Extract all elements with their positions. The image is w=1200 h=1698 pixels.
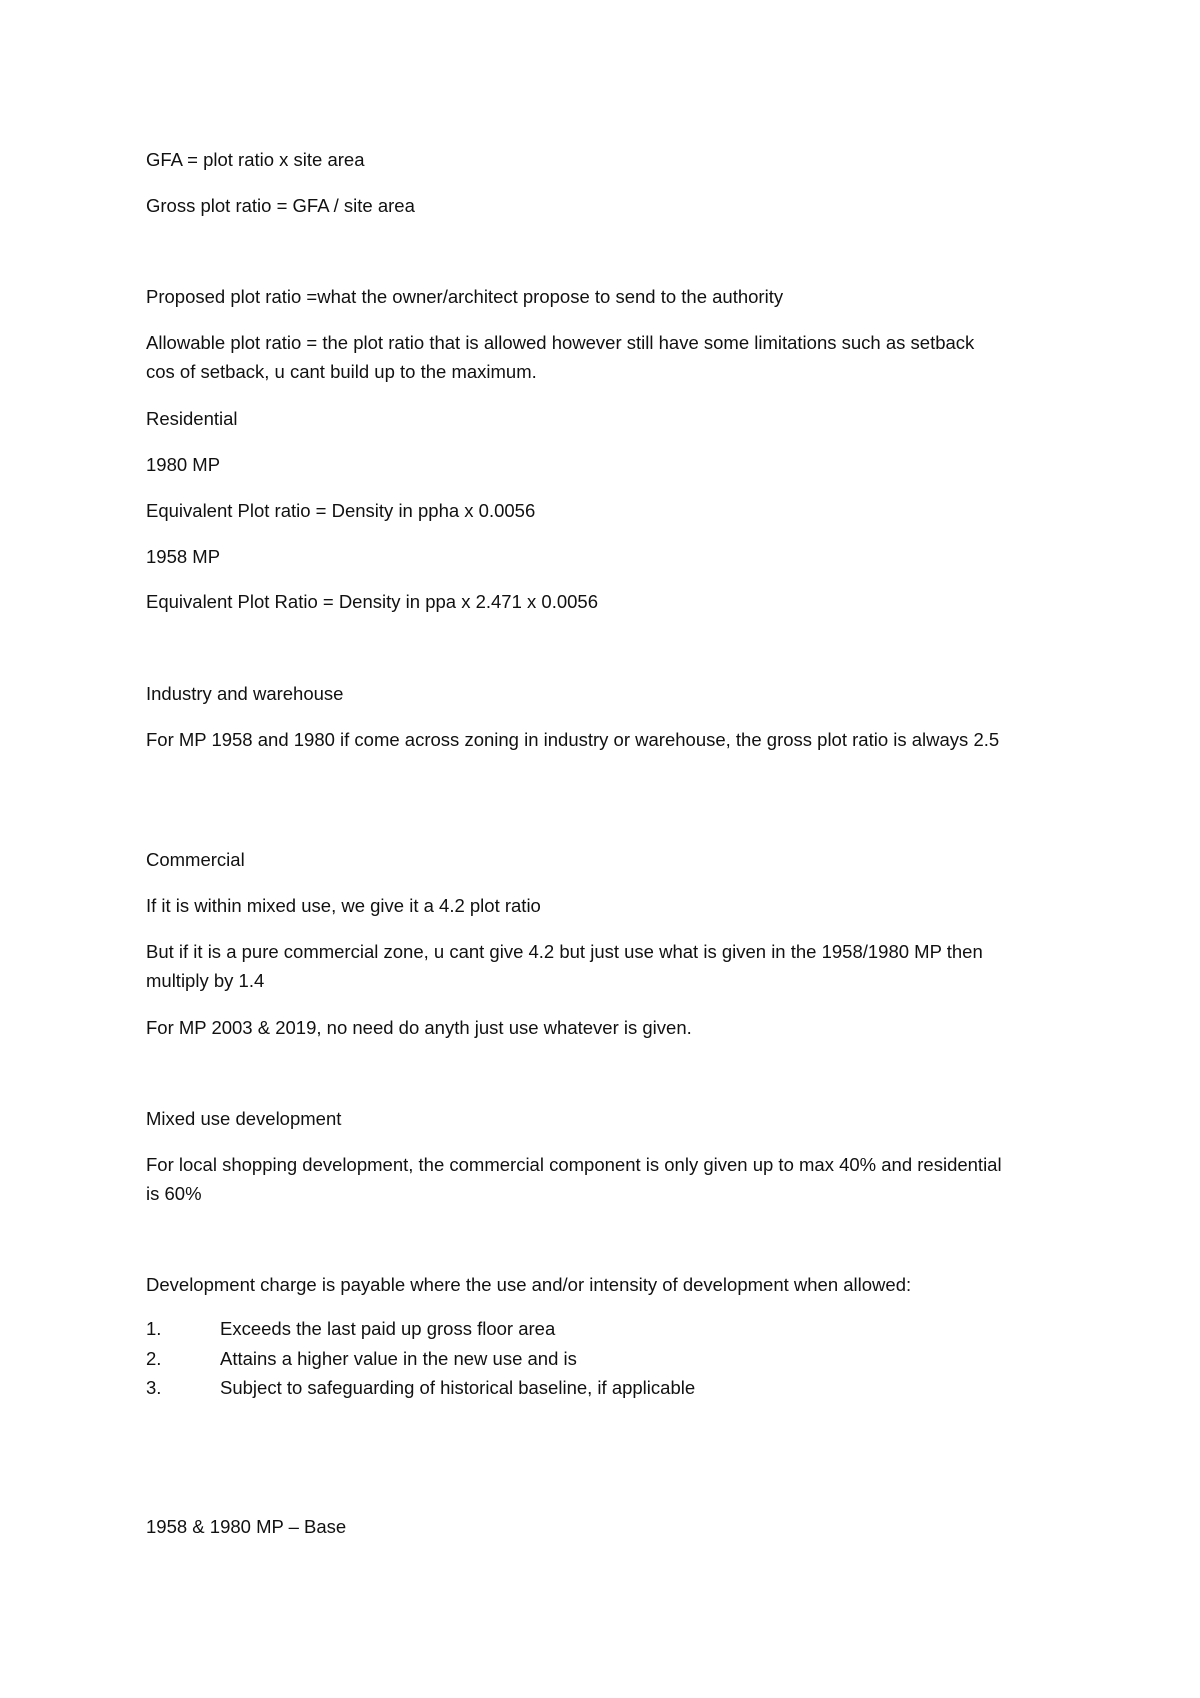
mixed-use-paragraph: For local shopping development, the commercial component is only given up to max 40% and residential is 60% bbox=[146, 1154, 1002, 1204]
commercial-mp-2003-line: For MP 2003 & 2019, no need do anyth just use whatever is given. bbox=[146, 1017, 692, 1038]
equivalent-plot-ratio-1980: Equivalent Plot ratio = Density in ppha x 0.0056 bbox=[146, 500, 536, 521]
list-item-text: Attains a higher value in the new use and is bbox=[220, 1347, 577, 1369]
mp-1958-label: 1958 MP bbox=[146, 546, 221, 567]
gross-plot-ratio-line: Gross plot ratio = GFA / site area bbox=[146, 195, 415, 216]
list-item-text: Exceeds the last paid up gross floor area bbox=[220, 1318, 556, 1339]
base-line: 1958 & 1980 MP – Base bbox=[146, 1516, 347, 1537]
list-item-number: 3. bbox=[146, 1377, 162, 1398]
commercial-mixed-use-line: If it is within mixed use, we give it a 4.2 plot ratio bbox=[146, 895, 541, 916]
allowable-plot-ratio-paragraph: Allowable plot ratio = the plot ratio that is allowed however still have some limitations such as setback cos of setback, u cant build up to the maximum. bbox=[146, 332, 975, 382]
gfa-formula-line: GFA = plot ratio x site area bbox=[146, 149, 365, 170]
development-charge-list bbox=[146, 1314, 695, 1403]
list-item-text: Subject to safeguarding of historical baseline, if applicable bbox=[220, 1377, 696, 1398]
industry-heading: Industry and warehouse bbox=[146, 683, 344, 704]
commercial-heading: Commercial bbox=[146, 849, 245, 870]
mixed-use-heading: Mixed use development bbox=[146, 1108, 342, 1129]
residential-heading: Residential bbox=[146, 408, 238, 429]
list-item bbox=[146, 1344, 695, 1374]
development-charge-intro: Development charge is payable where the use and/or intensity of development when allowed: bbox=[146, 1274, 912, 1295]
commercial-pure-zone-paragraph: But if it is a pure commercial zone, u cant give 4.2 but just use what is given in the 1958/1980 MP then multiply by 1.4 bbox=[146, 941, 983, 991]
industry-paragraph: For MP 1958 and 1980 if come across zoning in industry or warehouse, the gross plot ratio is always 2.5 bbox=[146, 729, 1000, 750]
equivalent-plot-ratio-1958: Equivalent Plot Ratio = Density in ppa x 2.471 x 0.0056 bbox=[146, 591, 598, 612]
proposed-plot-ratio-line: Proposed plot ratio =what the owner/architect propose to send to the authority bbox=[146, 286, 784, 307]
list-item bbox=[146, 1314, 695, 1344]
mp-1980-label: 1980 MP bbox=[146, 454, 221, 475]
list-item bbox=[146, 1373, 695, 1403]
list-item-number: 1. bbox=[146, 1318, 162, 1339]
list-item-number: 2. bbox=[146, 1347, 162, 1369]
